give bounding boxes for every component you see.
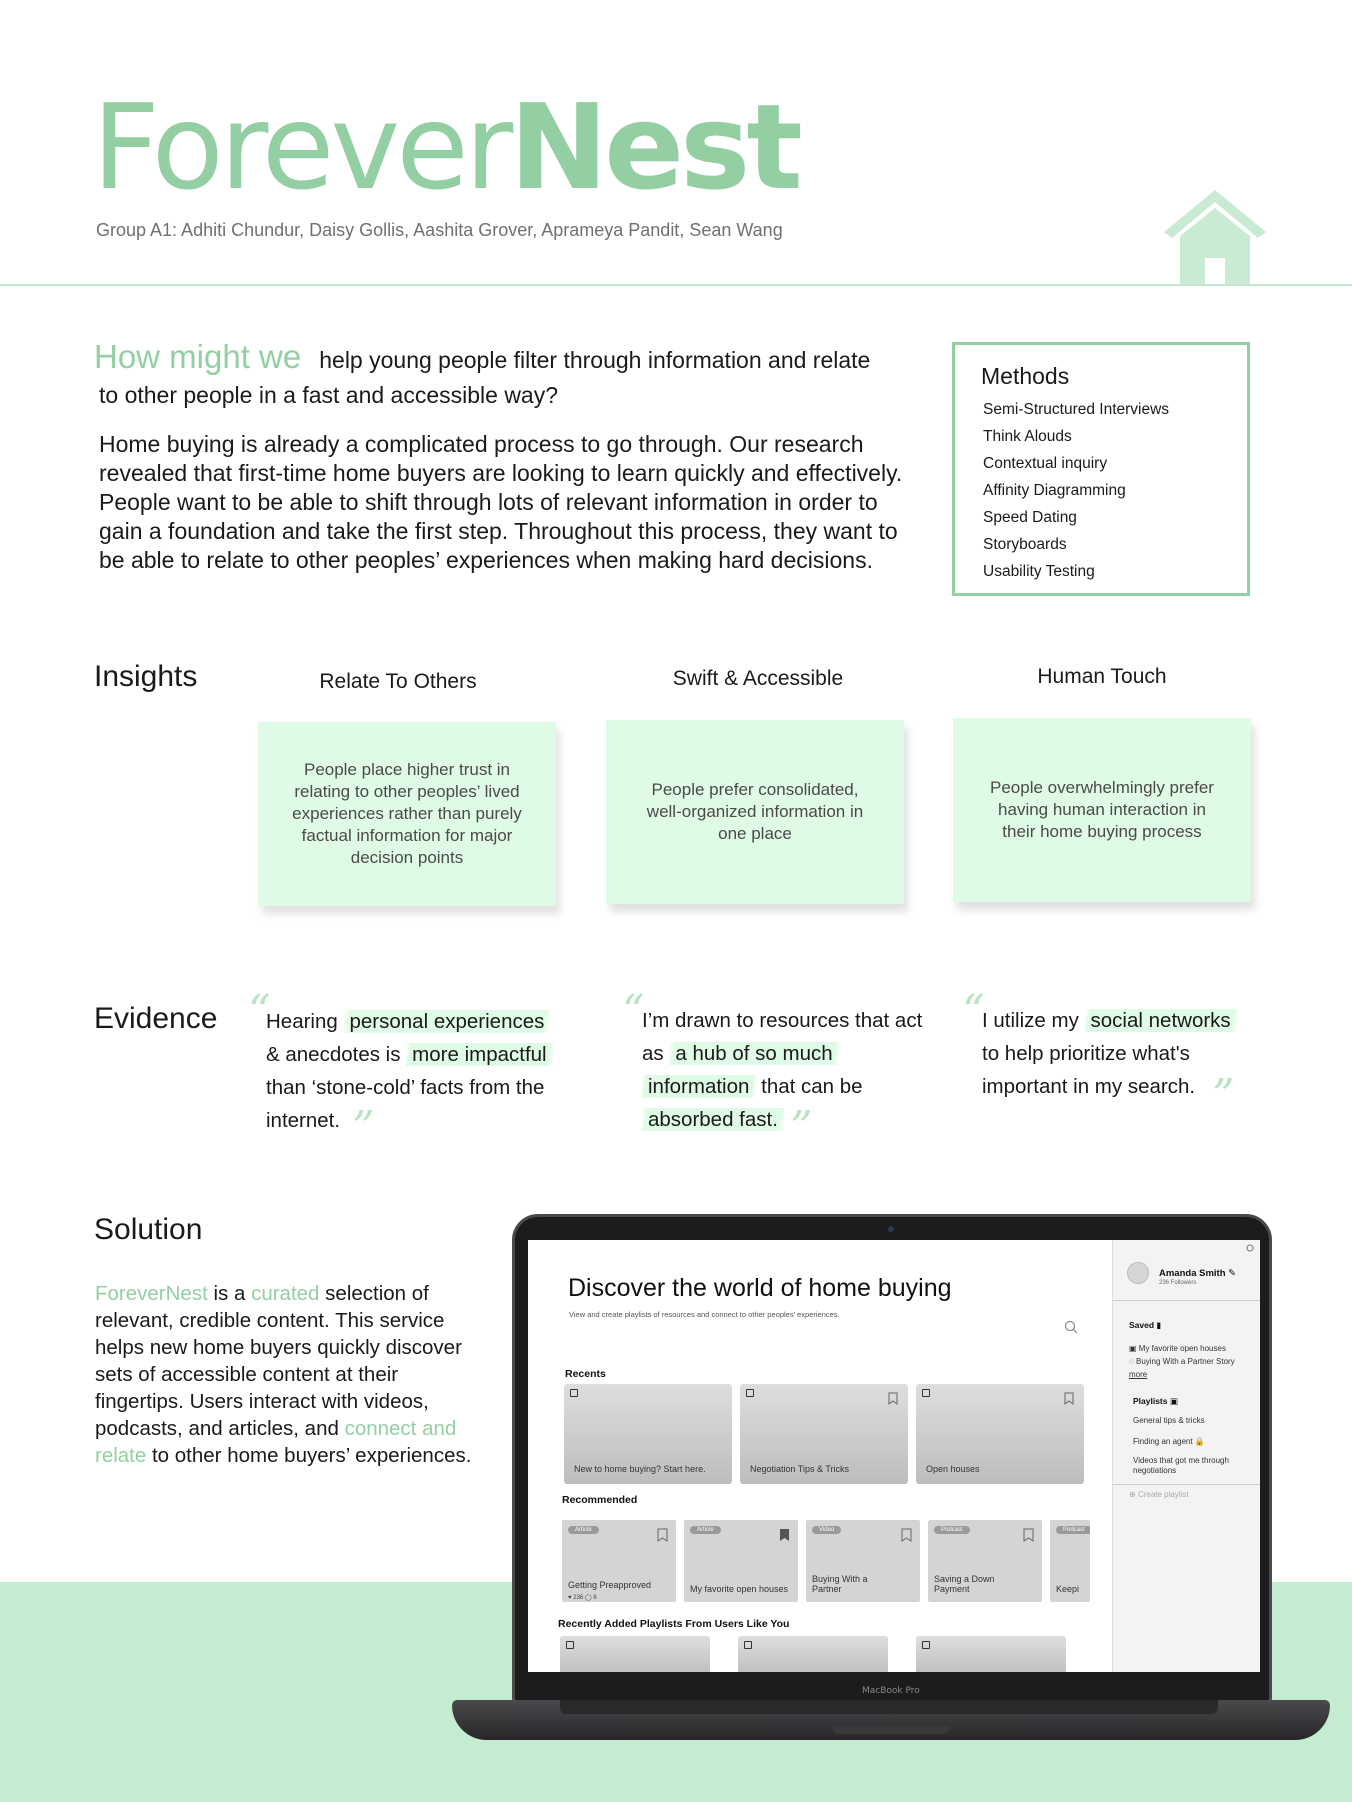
playlist-icon bbox=[922, 1389, 930, 1397]
tile-title: New to home buying? Start here. bbox=[574, 1464, 706, 1474]
laptop-notch bbox=[832, 1726, 950, 1734]
app-title: Discover the world of home buying bbox=[568, 1274, 952, 1302]
evidence-quote-1 bbox=[266, 1005, 566, 1137]
comment-count: 6 bbox=[593, 1595, 597, 1601]
solution-text: is a bbox=[207, 1282, 252, 1305]
problem-paragraph: Home buying is already a complicated process to go through. Our research revealed that first-time home buyers are looking to learn quickly and effectively. People want to be able to shift through lots of relevant information in order to gain a foundation and take the first step. Throughout this process, they want to be able to relate to other peoples’ experiences when making hard decisions. bbox=[99, 431, 903, 573]
playlist-item[interactable]: Finding an agent 🔒 bbox=[1133, 1437, 1205, 1446]
laptop-screen bbox=[528, 1240, 1260, 1672]
content-tag: Video bbox=[812, 1526, 841, 1534]
playlist-tile[interactable] bbox=[560, 1636, 710, 1672]
playlists-heading: Playlists ▣ bbox=[1133, 1396, 1178, 1406]
methods-title: Methods bbox=[981, 363, 1070, 389]
content-tag: Podcast bbox=[1056, 1526, 1090, 1534]
user-name: Amanda Smith ✎ bbox=[1159, 1268, 1237, 1279]
quote-text: I utilize my bbox=[982, 1009, 1085, 1032]
bookmark-filled-icon[interactable] bbox=[779, 1528, 790, 1542]
playlist-icon bbox=[570, 1389, 578, 1397]
quote-open-mark: “ bbox=[248, 986, 271, 1037]
quote-highlight: absorbed fast. bbox=[642, 1108, 784, 1131]
saved-heading-text: Saved bbox=[1129, 1320, 1155, 1330]
app-sidebar bbox=[1112, 1240, 1260, 1672]
settings-icon[interactable] bbox=[1246, 1244, 1254, 1252]
recent-tile[interactable] bbox=[564, 1384, 732, 1484]
quote-highlight: information bbox=[642, 1075, 755, 1098]
create-playlist-button[interactable]: ⊕ Create playlist bbox=[1129, 1490, 1189, 1499]
sidebar-divider bbox=[1113, 1300, 1260, 1301]
app-main-panel bbox=[528, 1240, 1112, 1672]
insight-card-human: People overwhelmingly prefer having human interaction in their home buying process bbox=[953, 718, 1251, 902]
tile-title: Saving a Down Payment bbox=[934, 1574, 995, 1594]
group-members: Group A1: Adhiti Chundur, Daisy Gollis, Aashita Grover, Aprameya Pandit, Sean Wang bbox=[96, 220, 783, 240]
insight-title-relate: Relate To Others bbox=[319, 670, 477, 693]
tile-title: Open houses bbox=[926, 1464, 980, 1474]
solution-heading: Solution bbox=[94, 1213, 203, 1246]
recent-tile[interactable] bbox=[916, 1384, 1084, 1484]
bookmark-icon[interactable] bbox=[657, 1528, 668, 1542]
tile-title: Getting Preapproved bbox=[568, 1580, 652, 1590]
quote-highlight: a hub of so much bbox=[669, 1042, 838, 1065]
playlist-icon bbox=[744, 1641, 752, 1649]
brand-title-bold: Nest bbox=[509, 78, 799, 216]
method-item: Affinity Diagramming bbox=[983, 482, 1126, 499]
recent-tile[interactable] bbox=[740, 1384, 908, 1484]
recommended-tile[interactable] bbox=[1050, 1520, 1090, 1602]
quote-text: & anecdotes is bbox=[266, 1043, 407, 1066]
recommended-tile[interactable] bbox=[562, 1520, 676, 1602]
method-item: Usability Testing bbox=[983, 563, 1095, 580]
recommended-tile[interactable] bbox=[806, 1520, 920, 1602]
create-playlist-label: Create playlist bbox=[1137, 1490, 1189, 1499]
saved-item[interactable]: ◌ Buying With a Partner Story bbox=[1129, 1357, 1235, 1366]
saved-item[interactable]: ▣ My favorite open houses bbox=[1129, 1344, 1226, 1353]
content-tag: Article bbox=[568, 1526, 599, 1534]
solution-curated: curated bbox=[251, 1282, 320, 1305]
quote-text: to help prioritize what's important in my search. bbox=[982, 1042, 1196, 1098]
quote-open-mark: “ bbox=[962, 986, 985, 1037]
playlist-item[interactable]: Videos that got me through negotiations bbox=[1133, 1456, 1229, 1475]
quote-text: that can be bbox=[755, 1075, 863, 1098]
playlist-item-text: Finding an agent bbox=[1133, 1437, 1193, 1446]
quote-close-mark: ” bbox=[1212, 1070, 1235, 1121]
solution-brand: ForeverNest bbox=[95, 1282, 208, 1305]
like-count: 236 bbox=[573, 1595, 584, 1601]
solution-text: to other home buyers’ experiences. bbox=[146, 1444, 472, 1467]
app-subtitle: View and create playlists of resources and connect to other peoples' experiences. bbox=[569, 1310, 840, 1319]
method-item: Contextual inquiry bbox=[983, 455, 1108, 472]
recommended-label: Recommended bbox=[562, 1494, 638, 1506]
evidence-heading: Evidence bbox=[94, 1002, 218, 1035]
brand-title-light: Forever bbox=[92, 78, 510, 216]
playlist-tile[interactable] bbox=[916, 1636, 1066, 1672]
sidebar-divider bbox=[1113, 1484, 1260, 1485]
insight-title-human: Human Touch bbox=[1037, 665, 1167, 688]
bookmark-icon[interactable] bbox=[1023, 1528, 1034, 1542]
insights-heading: Insights bbox=[94, 660, 198, 693]
content-tag: Podcast bbox=[934, 1526, 970, 1534]
recommended-tile[interactable] bbox=[684, 1520, 798, 1602]
solution-text: selection of relevant, credible content. This service helps new home buyers quickly discover sets of accessible content at their fingertips. Users interact with videos, podcasts, and articles, and bbox=[95, 1282, 462, 1440]
quote-close-mark: ” bbox=[352, 1102, 375, 1153]
playlist-tile[interactable] bbox=[738, 1636, 888, 1672]
recents-label: Recents bbox=[565, 1368, 606, 1380]
hmw-lead: How might we bbox=[94, 338, 302, 375]
tile-meta: ♥ 236 ◯ 6 bbox=[568, 1595, 597, 1601]
evidence-quote-2 bbox=[642, 1004, 932, 1136]
insight-card-swift: People prefer consolidated, well-organized information in one place bbox=[606, 720, 904, 904]
methods-list bbox=[981, 396, 1247, 585]
laptop-camera bbox=[888, 1226, 894, 1232]
tile-title: Negotiation Tips & Tricks bbox=[750, 1464, 850, 1474]
more-link[interactable]: more bbox=[1129, 1370, 1148, 1379]
quote-highlight: more impactful bbox=[406, 1043, 552, 1066]
bookmark-icon[interactable] bbox=[901, 1528, 912, 1542]
saved-item-text: Buying With a Partner Story bbox=[1135, 1357, 1235, 1366]
quote-text: than ‘stone-cold’ facts from the internet. bbox=[266, 1076, 545, 1132]
solution-paragraph bbox=[95, 1280, 485, 1469]
bookmark-icon[interactable] bbox=[1064, 1392, 1074, 1405]
saved-heading: Saved ▮ bbox=[1129, 1320, 1162, 1330]
quote-text: I’m drawn to resources that act as bbox=[642, 1009, 923, 1065]
solution-connect: connect and relate bbox=[95, 1417, 457, 1467]
playlist-icon bbox=[922, 1641, 930, 1649]
recommended-tile[interactable] bbox=[928, 1520, 1042, 1602]
hmw-line bbox=[94, 338, 920, 375]
tile-title: My favorite open houses bbox=[690, 1584, 789, 1594]
method-item: Think Alouds bbox=[983, 428, 1072, 445]
methods-box bbox=[952, 342, 1250, 596]
search-icon[interactable] bbox=[1064, 1320, 1078, 1334]
user-name-text: Amanda Smith bbox=[1159, 1268, 1226, 1279]
playlist-icon bbox=[746, 1389, 754, 1397]
tile-title: Buying With a Partner bbox=[812, 1574, 868, 1594]
quote-open-mark: “ bbox=[622, 986, 645, 1037]
hmw-question-2: to other people in a fast and accessible way? bbox=[99, 382, 559, 408]
bookmark-icon[interactable] bbox=[888, 1392, 898, 1405]
laptop-keyboard bbox=[560, 1700, 1218, 1714]
quote-text: Hearing bbox=[266, 1010, 344, 1033]
method-item: Speed Dating bbox=[983, 509, 1077, 526]
method-item: Semi-Structured Interviews bbox=[983, 401, 1170, 418]
playlist-item[interactable]: General tips & tricks bbox=[1133, 1416, 1205, 1425]
quote-highlight: social networks bbox=[1085, 1009, 1237, 1032]
playlist-icon bbox=[566, 1641, 574, 1649]
house-icon bbox=[1160, 186, 1270, 286]
quote-close-mark: ” bbox=[790, 1102, 813, 1153]
recently-added-label: Recently Added Playlists From Users Like You bbox=[558, 1618, 790, 1630]
laptop-model-label: MacBook Pro bbox=[862, 1686, 920, 1696]
saved-item-text: My favorite open houses bbox=[1138, 1344, 1226, 1353]
insight-title-swift: Swift & Accessible bbox=[672, 667, 844, 690]
insight-card-relate: People place higher trust in relating to other peoples’ lived experiences rather than purely factual information for major decision points bbox=[258, 722, 556, 906]
quote-highlight: personal experiences bbox=[344, 1010, 551, 1033]
content-tag: Article bbox=[690, 1526, 721, 1534]
playlists-heading-text: Playlists bbox=[1133, 1396, 1168, 1406]
hmw-question-1: help young people filter through information and relate bbox=[319, 347, 871, 373]
header-divider bbox=[0, 284, 1352, 286]
method-item: Storyboards bbox=[983, 536, 1067, 553]
avatar[interactable] bbox=[1127, 1262, 1149, 1284]
brand-title bbox=[92, 78, 799, 216]
follower-count: 236 Followers bbox=[1159, 1280, 1197, 1286]
tile-title: Keepi bbox=[1056, 1584, 1080, 1594]
